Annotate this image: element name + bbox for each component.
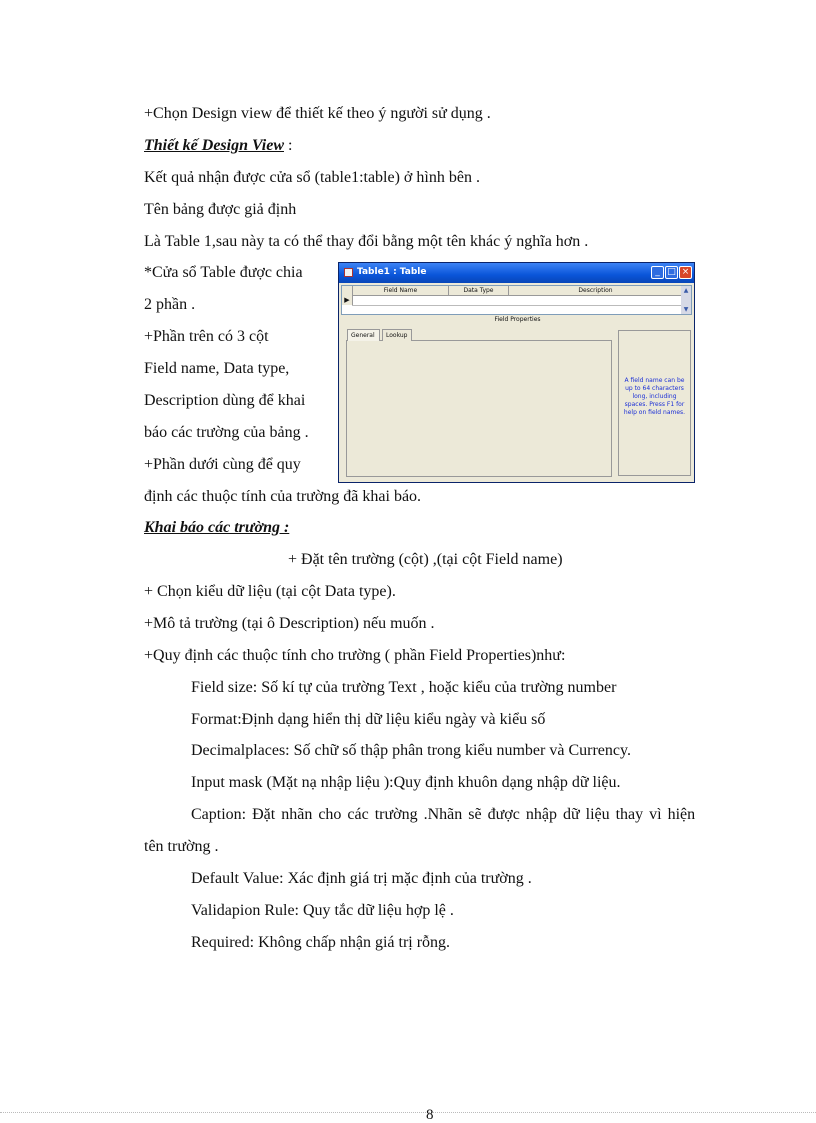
section-heading-design-view-line [144,136,292,156]
text-line: Field size: Số kí tự của trường Text , hoặc kiểu của trường number [191,679,617,696]
text-line: báo các trường của bảng . [144,424,309,441]
help-pane [618,330,691,476]
window-title: Table1 : Table [357,267,427,277]
page-number: 8 [426,1107,434,1123]
text-line: Decimalplaces: Số chữ số thập phân trong kiểu number và Currency. [191,742,631,759]
text-line: 2 phần . [144,296,196,313]
scroll-track[interactable] [681,295,691,305]
text-line: +Quy định các thuộc tính cho trường ( phần Field Properties)như: [144,647,566,664]
text-line: Input mask (Mặt nạ nhập liệu ):Quy định khuôn dạng nhập dữ liệu. [191,774,621,791]
text-line: + Đặt tên trường (cột) ,(tại cột Field name) [288,551,563,568]
text-line: Kết quả nhận được cửa sổ (table1:table) ở hình bên . [144,169,480,186]
tab-lookup[interactable]: Lookup [382,329,412,341]
text-line: định các thuộc tính của trường đã khai báo. [144,488,422,505]
row-selector-icon[interactable]: ▶ [342,295,353,305]
text-line: Format:Định dạng hiển thị dữ liệu kiểu ngày và kiểu số [191,711,546,728]
tab-panel [346,340,612,477]
grid-header [342,286,682,296]
field-grid [341,285,692,315]
table-design-window [338,262,695,483]
close-button[interactable]: × [679,266,692,279]
text-line: Tên bảng được giả định [144,201,297,218]
field-properties-label: Field Properties [494,316,541,323]
text-line: Validapion Rule: Quy tắc dữ liệu hợp lệ . [191,902,454,919]
column-header-field-name[interactable]: Field Name [352,286,448,295]
text-line: Là Table 1,sau này ta có thể thay đổi bằng một tên khác ý nghĩa hơn . [144,233,589,250]
text-line: +Chọn Design view để thiết kế theo ý người sử dụng . [144,105,491,122]
text-line: Description dùng để khai [144,392,306,409]
help-text: A field name can be up to 64 characters long, including spaces. Press F1 for help on field names. [623,377,686,416]
vertical-scrollbar[interactable] [681,286,691,314]
text-line: Default Value: Xác định giá trị mặc định của trường . [191,870,532,887]
column-header-description[interactable]: Description [508,286,682,295]
scroll-up-icon[interactable]: ▲ [683,287,689,294]
tab-general[interactable]: General [347,329,380,341]
footer-rule [0,1112,816,1113]
text-line: Caption: Đặt nhãn cho các trường .Nhãn sẽ được nhập dữ liệu thay vì hiện [191,806,696,823]
section-heading-design-view: Thiết kế Design View [144,137,284,154]
text-line: +Mô tả trường (tại ô Description) nếu muốn . [144,615,435,632]
grid-row-divider [352,305,682,306]
table-icon [344,268,353,277]
text-line: *Cửa sổ Table được chia [144,264,303,281]
text-line: tên trường . [144,838,219,855]
column-header-data-type[interactable]: Data Type [448,286,508,295]
text-line: + Chọn kiểu dữ liệu (tại cột Data type). [144,583,396,600]
text-line: Field name, Data type, [144,360,290,377]
field-properties-panel [346,329,612,476]
text-line: +Phần trên có 3 cột [144,328,269,345]
maximize-button[interactable]: □ [665,266,678,279]
heading-colon: : [284,137,293,154]
text-line: +Phần dưới cùng để quy [144,456,301,473]
text-line: Required: Không chấp nhận giá trị rỗng. [191,934,451,951]
section-heading-fields: Khai báo các trường : [144,519,290,536]
window-titlebar [339,263,694,283]
minimize-button[interactable]: _ [651,266,664,279]
scroll-down-icon[interactable]: ▼ [683,306,689,313]
